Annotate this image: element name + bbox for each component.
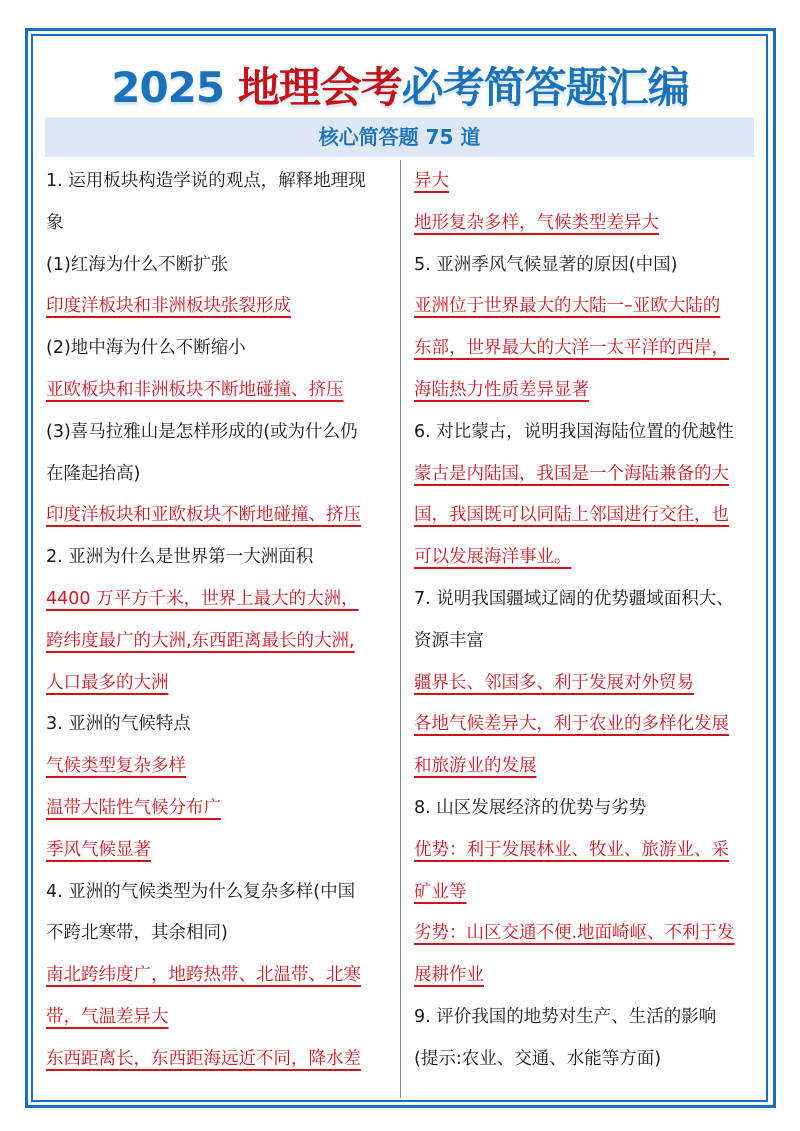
answer-line: [46, 495, 391, 537]
question-line: [414, 788, 759, 830]
question-line: [46, 203, 391, 245]
answer-line: [46, 370, 391, 412]
answer-text: 亚洲位于世界最大的大陆一–亚欧大陆的: [414, 296, 721, 317]
answer-text: 可以发展海洋事业。: [414, 547, 572, 568]
question-line: [46, 704, 391, 746]
question-text: 象: [46, 212, 64, 233]
subtitle: 核心简答题 75 道: [318, 125, 481, 149]
answer-text: 气候类型复杂多样: [46, 756, 186, 777]
answer-line: [46, 746, 391, 788]
question-text: (1)红海为什么不断扩张: [46, 254, 229, 275]
question-text: 1. 运用板块构造学说的观点，解释地理现: [46, 171, 366, 191]
question-line: [46, 328, 391, 370]
subtitle-band: [45, 117, 754, 157]
answer-text: 人口最多的大洲: [46, 672, 169, 693]
answer-text: 异大: [414, 171, 449, 191]
answer-text: 温带大陆性气候分布广: [46, 797, 221, 818]
answer-line: [414, 495, 759, 537]
question-line: [46, 537, 391, 579]
question-text: (3)喜马拉雅山是怎样形成的(或为什么仍: [46, 421, 358, 442]
answer-line: [414, 746, 759, 788]
answer-text: 东西距离长，东西距海远近不同，降水差: [46, 1048, 361, 1069]
answer-text: 展耕作业: [414, 965, 484, 986]
left-column: [46, 161, 391, 1081]
answer-text: 蒙古是内陆国，我国是一个海陆兼备的大: [414, 463, 729, 484]
answer-text: 劣势：山区交通不便.地面崎岖、不利于发: [414, 923, 735, 944]
answer-line: [414, 161, 759, 203]
answer-line: [414, 328, 759, 370]
answer-text: 矿业等: [414, 881, 467, 902]
answer-line: [46, 579, 391, 621]
answer-line: [414, 913, 759, 955]
question-text: (提示:农业、交通、水能等方面): [414, 1048, 662, 1069]
answer-line: [46, 286, 391, 328]
answer-line: [414, 203, 759, 245]
question-line: [414, 621, 759, 663]
answer-text: 亚欧板块和非洲板块不断地碰撞、挤压: [46, 379, 344, 400]
answer-line: [414, 286, 759, 328]
answer-text: 各地气候差异大，利于农业的多样化发展: [414, 714, 729, 735]
question-line: [414, 579, 759, 621]
question-line: [46, 412, 391, 454]
question-line: [414, 997, 759, 1039]
page-title: [0, 60, 800, 116]
answer-text: 季风气候显著: [46, 839, 151, 860]
answer-line: [414, 830, 759, 872]
question-text: 5. 亚洲季风气候显著的原因(中国): [414, 254, 678, 275]
answer-line: [46, 955, 391, 997]
title-year: 2025: [111, 63, 238, 112]
right-column: [414, 161, 759, 1081]
question-text: 8. 山区发展经济的优势与劣势: [414, 797, 647, 818]
answer-line: [414, 955, 759, 997]
answer-text: 印度洋板块和亚欧板块不断地碰撞、挤压: [46, 505, 361, 526]
question-line: [414, 412, 759, 454]
answer-text: 疆界长、邻国多、利于发展对外贸易: [414, 672, 694, 693]
answer-text: 地形复杂多样，气候类型差异大: [414, 212, 659, 233]
answer-text: 东部，世界最大的大洋一太平洋的西岸，: [414, 338, 729, 359]
answer-text: 带，气温差异大: [46, 1006, 169, 1027]
answer-line: [46, 1039, 391, 1081]
question-text: 2. 亚洲为什么是世界第一大洲面积: [46, 547, 314, 568]
answer-line: [46, 663, 391, 705]
question-text: 不跨北寒带，其余相同): [46, 923, 228, 944]
answer-line: [414, 537, 759, 579]
question-text: 资源丰富: [414, 630, 484, 651]
title-highlight: 地理会考: [237, 63, 402, 112]
question-text: (2)地中海为什么不断缩小: [46, 338, 246, 359]
question-text: 9. 评价我国的地势对生产、生活的影响: [414, 1006, 717, 1027]
answer-line: [414, 454, 759, 496]
answer-line: [414, 704, 759, 746]
question-text: 在隆起抬高): [46, 463, 141, 484]
answer-text: 和旅游业的发展: [414, 756, 537, 777]
answer-text: 海陆热力性质差异显著: [414, 379, 589, 400]
question-text: 4. 亚洲的气候类型为什么复杂多样(中国: [46, 881, 356, 902]
answer-text: 跨纬度最广的大洲,东西距离最长的大洲,: [46, 630, 355, 651]
question-line: [46, 913, 391, 955]
answer-line: [46, 788, 391, 830]
answer-line: [414, 872, 759, 914]
question-line: [414, 245, 759, 287]
question-line: [46, 245, 391, 287]
column-divider: [400, 160, 401, 1098]
question-line: [414, 1039, 759, 1081]
answer-text: 南北跨纬度广，地跨热带、北温带、北寒: [46, 965, 361, 986]
answer-line: [46, 997, 391, 1039]
title-rest: 必考简答题汇编: [401, 63, 689, 112]
answer-text: 优势：利于发展林业、牧业、旅游业、采: [414, 839, 729, 860]
question-text: 3. 亚洲的气候特点: [46, 714, 191, 735]
answer-line: [46, 830, 391, 872]
question-line: [46, 872, 391, 914]
question-line: [46, 161, 391, 203]
answer-line: [414, 370, 759, 412]
answer-line: [414, 663, 759, 705]
answer-line: [46, 621, 391, 663]
answer-text: 4400 万平方千米，世界上最大的大洲，: [46, 588, 359, 609]
answer-text: 印度洋板块和非洲板块张裂形成: [46, 296, 291, 317]
question-text: 7. 说明我国疆域辽阔的优势疆域面积大、: [414, 588, 734, 609]
question-line: [46, 454, 391, 496]
answer-text: 国，我国既可以同陆上邻国进行交往，也: [414, 505, 729, 526]
question-text: 6. 对比蒙古，说明我国海陆位置的优越性: [414, 421, 734, 442]
